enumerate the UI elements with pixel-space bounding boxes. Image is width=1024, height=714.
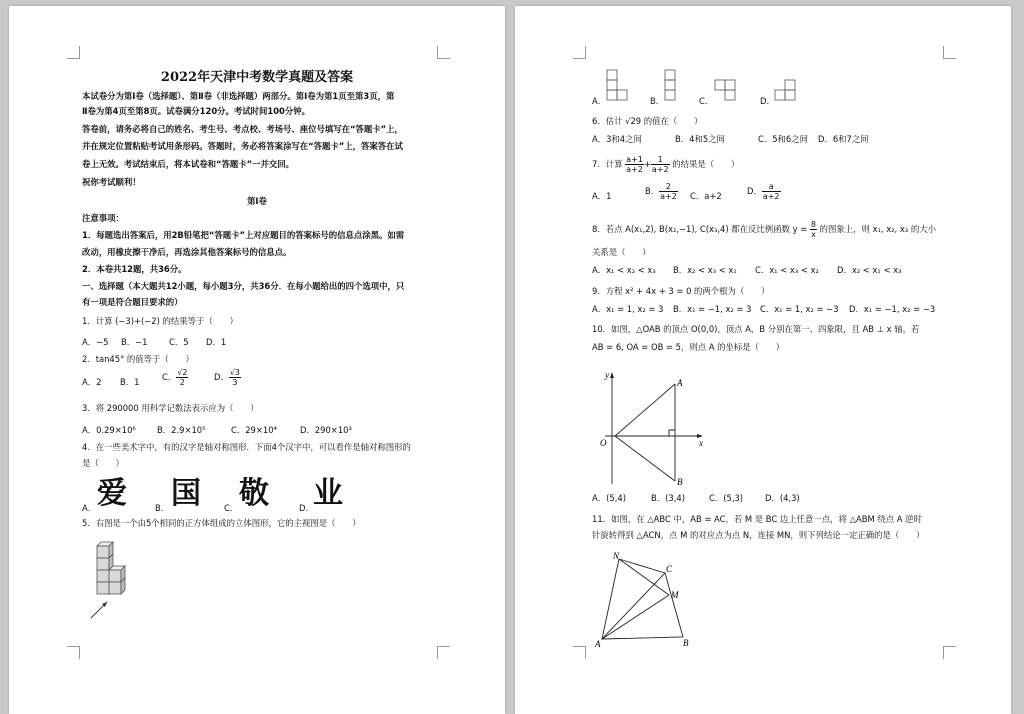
denominator: 3 bbox=[232, 378, 238, 387]
point-n-label: N bbox=[613, 551, 620, 561]
q1-option-b: B．−1 bbox=[121, 337, 148, 347]
option-label: D． bbox=[747, 186, 762, 196]
q10-coordinate-figure bbox=[595, 366, 715, 486]
q1-option-a: A．−5 bbox=[82, 337, 109, 347]
point-a-label: A bbox=[677, 378, 683, 388]
q2-option-c bbox=[162, 368, 188, 387]
intro-line: 并在规定位置粘贴考试用条形码。答题时，务必将答案涂写在“答题卡”上，答案答在试 bbox=[82, 141, 403, 151]
fraction bbox=[229, 368, 241, 387]
question-4-stem: 是（ ） bbox=[82, 458, 124, 468]
page-corner-mark bbox=[573, 46, 586, 59]
question-6-stem: 6．估计 √29 的值在（ ） bbox=[592, 116, 703, 126]
question-2-stem: 2．tan45° 的值等于（ ） bbox=[82, 354, 194, 364]
x-axis-label: x bbox=[699, 438, 703, 448]
q4-option-c: C． bbox=[224, 503, 239, 513]
page-corner-mark bbox=[437, 646, 450, 659]
q9-option-b: B．x₁ = −1, x₂ = 3 bbox=[673, 304, 752, 314]
page-corner-mark bbox=[943, 46, 956, 59]
point-o-label: O bbox=[600, 438, 607, 448]
q7-option-a: A．1 bbox=[592, 191, 612, 201]
question-11-stem: 针旋转得到 △ACN，点 M 的对应点为点 N，连接 MN，则下列结论一定正确的是（ ） bbox=[592, 530, 925, 540]
notice-title: 注意事项： bbox=[82, 213, 124, 223]
numerator: a+1 bbox=[626, 155, 643, 164]
stem-text: 的图象上，则 x₁, x₂, x₃ 的大小 bbox=[819, 224, 936, 234]
question-11-stem: 11．如图，在 △ABC 中，AB = AC，若 M 是 BC 边上任意一点，将 △ABM 绕点 A 逆时 bbox=[592, 514, 922, 524]
denominator: a+2 bbox=[762, 192, 780, 201]
q7-option-d bbox=[747, 182, 781, 201]
intro-line: 祝你考试顺利！ bbox=[82, 177, 141, 187]
page-corner-mark bbox=[67, 46, 80, 59]
q2-option-a: A．2 bbox=[82, 377, 102, 387]
question-9-stem: 9．方程 x² + 4x + 3 = 0 的两个根为（ ） bbox=[592, 286, 770, 296]
option-label: B． bbox=[645, 186, 660, 196]
fraction bbox=[176, 368, 188, 387]
numerator: √2 bbox=[177, 368, 188, 377]
q5-option-a-figure bbox=[605, 68, 635, 102]
page-corner-mark bbox=[67, 646, 80, 659]
q6-option-d: D．6和7之间 bbox=[818, 134, 869, 144]
question-5-stem: 5．右图是一个由5个相同的正方体组成的立体图形，它的主视图是（ ） bbox=[82, 518, 361, 528]
question-10-stem: AB = 6, OA = OB = 5，则点 A 的坐标是（ ） bbox=[592, 342, 785, 352]
fraction bbox=[651, 155, 670, 174]
q6-option-b: B．4和5之间 bbox=[675, 134, 725, 144]
q3-option-a: A．0.29×10⁶ bbox=[82, 425, 136, 435]
y-axis-label: y bbox=[605, 370, 609, 380]
q7-option-b bbox=[645, 182, 678, 201]
question-8-stem bbox=[592, 220, 936, 239]
intro-line: Ⅱ卷为第4页至第8页。试卷满分120分。考试时间100分钟。 bbox=[82, 106, 311, 116]
q5-option-d: D． bbox=[760, 96, 775, 106]
page-corner-mark bbox=[943, 646, 956, 659]
q3-option-b: B．2.9×10⁵ bbox=[157, 425, 206, 435]
q8-option-d: D．x₂ < x₁ < x₃ bbox=[837, 265, 902, 275]
q5-option-d-figure bbox=[773, 78, 803, 102]
q4-option-d: D． bbox=[299, 503, 314, 513]
question-7-stem bbox=[592, 155, 739, 174]
stem-text: 的结果是（ ） bbox=[672, 159, 740, 169]
q9-option-c: C．x₁ = 1, x₂ = −3 bbox=[760, 304, 839, 314]
q7-option-c: C．a+2 bbox=[690, 191, 722, 201]
question-3-stem: 3．将 290000 用科学记数法表示应为（ ） bbox=[82, 403, 259, 413]
numerator: √3 bbox=[229, 368, 241, 377]
q8-option-b: B．x₂ < x₃ < x₁ bbox=[673, 265, 737, 275]
fraction bbox=[625, 155, 644, 174]
q4-char-d: 业 bbox=[313, 476, 343, 511]
numerator: 1 bbox=[651, 155, 670, 165]
part-title: 一、选择题（本大题共12小题，每小题3分，共36分．在每小题给出的四个选项中，只 bbox=[82, 281, 405, 291]
q4-option-b: B． bbox=[155, 503, 170, 513]
option-label: D． bbox=[214, 372, 229, 382]
question-1-stem: 1．计算 (−3)+(−2) 的结果等于（ ） bbox=[82, 316, 238, 326]
page-corner-mark bbox=[573, 646, 586, 659]
q5-option-b: B． bbox=[650, 96, 665, 106]
plus-sign: + bbox=[643, 159, 651, 169]
notice-line: 2．本卷共12题，共36分。 bbox=[82, 264, 187, 274]
q4-char-c: 敬 bbox=[239, 476, 269, 511]
q3-option-d: D．290×10³ bbox=[300, 425, 352, 435]
q2-option-d bbox=[214, 368, 241, 387]
denominator: a+2 bbox=[660, 192, 677, 201]
q10-option-a: A．(5,4) bbox=[592, 493, 626, 503]
numerator: 8 bbox=[810, 220, 816, 229]
intro-line: 答卷前，请务必将自己的姓名、考生号、考点校、考场号、座位号填写在“答题卡”上， bbox=[82, 124, 403, 134]
intro-line: 卷上无效。考试结束后，将本试卷和“答题卡”一并交回。 bbox=[82, 159, 295, 169]
q5-option-c-figure bbox=[713, 78, 743, 102]
q2-option-b: B．1 bbox=[120, 377, 140, 387]
section-title: 第Ⅰ卷 bbox=[247, 196, 267, 206]
stem-text: 7．计算 bbox=[592, 159, 623, 169]
fraction bbox=[762, 182, 781, 201]
point-a-label: A bbox=[595, 639, 601, 649]
q4-option-a: A． bbox=[82, 503, 97, 513]
intro-line: 本试卷分为第Ⅰ卷（选择题）、第Ⅱ卷（非选择题）两部分。第Ⅰ卷为第1页至第3页，第 bbox=[82, 91, 395, 101]
numerator: 2 bbox=[659, 182, 678, 192]
q5-option-c: C． bbox=[699, 96, 714, 106]
q11-triangle-figure bbox=[595, 551, 695, 651]
question-4-stem: 4．在一些美术字中，有的汉字是轴对称图形．下面4个汉字中，可以看作是轴对称图形的 bbox=[82, 442, 411, 452]
question-10-stem: 10．如图，△OAB 的顶点 O(0,0)，顶点 A，B 分别在第一、四象限，且 AB ⊥ x 轴，若 bbox=[592, 324, 920, 334]
q5-option-b-figure bbox=[663, 68, 683, 102]
page-title: 2022年天津中考数学真题及答案 bbox=[160, 70, 354, 85]
q5-solid-figure bbox=[89, 536, 139, 621]
notice-line: 1．每题选出答案后，用2B铅笔把“答题卡”上对应题目的答案标号的信息点涂黑。如需 bbox=[82, 230, 405, 240]
question-8-stem-line2: 关系是（ ） bbox=[592, 247, 651, 257]
numerator: a bbox=[762, 182, 781, 192]
q8-option-c: C．x₁ < x₃ < x₂ bbox=[755, 265, 819, 275]
q6-option-a: A．3和4之间 bbox=[592, 134, 642, 144]
denominator: 2 bbox=[179, 378, 185, 387]
document-page-1 bbox=[9, 6, 505, 714]
q5-option-a: A． bbox=[592, 96, 607, 106]
document-page-2 bbox=[515, 6, 1011, 714]
notice-line: 改动，用橡皮擦干净后，再选涂其他答案标号的信息点。 bbox=[82, 247, 292, 257]
q9-option-d: D．x₁ = −1, x₂ = −3 bbox=[849, 304, 936, 314]
q10-option-c: C．(5,3) bbox=[709, 493, 744, 503]
option-label: C． bbox=[162, 372, 177, 382]
q3-option-c: C．29×10⁴ bbox=[231, 425, 277, 435]
denominator: a+2 bbox=[626, 165, 643, 174]
page-corner-mark bbox=[437, 46, 450, 59]
q4-char-a: 爱 bbox=[97, 476, 127, 511]
q4-char-b: 国 bbox=[171, 476, 201, 511]
part-title: 有一项是符合题目要求的） bbox=[82, 297, 183, 307]
q8-option-a: A．x₁ < x₂ < x₃ bbox=[592, 265, 656, 275]
q10-option-d: D．(4,3) bbox=[765, 493, 800, 503]
q9-option-a: A．x₁ = 1, x₂ = 3 bbox=[592, 304, 664, 314]
fraction bbox=[810, 220, 817, 239]
denominator: x bbox=[811, 230, 816, 239]
q6-option-c: C．5和6之间 bbox=[758, 134, 809, 144]
stem-text: 8．若点 A(x₁,2), B(x₂,−1), C(x₃,4) 都在反比例函数 y = bbox=[592, 224, 808, 234]
point-c-label: C bbox=[666, 564, 673, 574]
point-m-label: M bbox=[671, 590, 679, 600]
q1-option-d: D．1 bbox=[206, 337, 227, 347]
denominator: a+2 bbox=[651, 165, 669, 174]
fraction bbox=[659, 182, 678, 201]
q1-option-c: C．5 bbox=[169, 337, 189, 347]
point-b-label: B bbox=[683, 638, 689, 648]
point-b-label: B bbox=[677, 477, 683, 487]
q10-option-b: B．(3,4) bbox=[651, 493, 685, 503]
